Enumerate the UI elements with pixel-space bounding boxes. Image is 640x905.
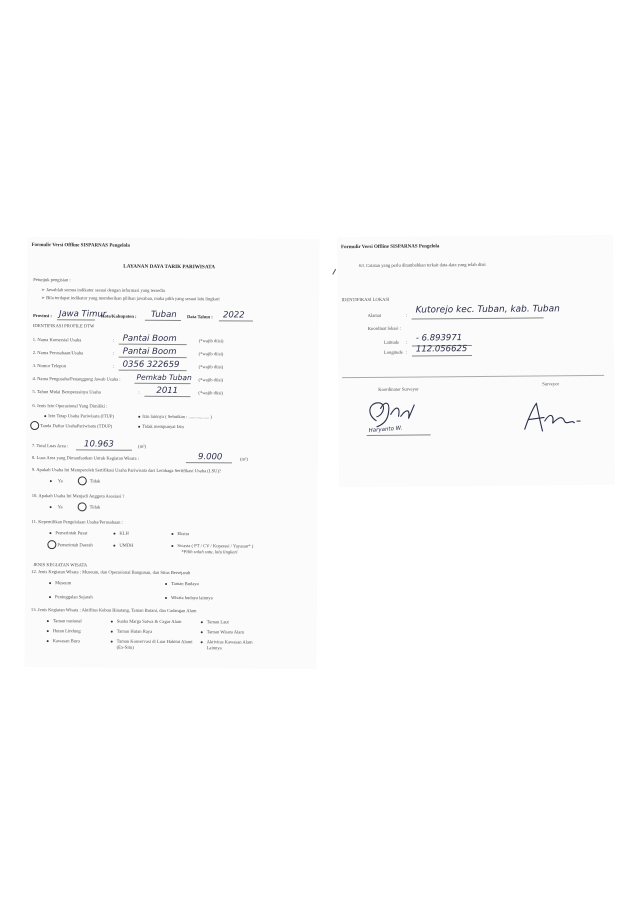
q12-opt-lainnya[interactable]: Wisata budaya lainnya (170, 594, 213, 601)
q6-opt-tdup[interactable]: Tanda Daftar UsahaPariwisata (TDUP) (40, 423, 113, 429)
catatan-note: 63. Catatan yang perlu ditambahkan terkait data-data yang telah diisi (359, 261, 486, 269)
q11-note: *Pilih salah satu, lalu lingkari (181, 549, 238, 555)
instruction-2-text: Bila terdapat indikator yang memberikan pilihan jawaban, maka pilih yang sesuai lalu lingkari (46, 295, 220, 302)
colon: : (112, 337, 115, 343)
provinsi-value[interactable]: Jawa Timur (58, 309, 107, 320)
q8-line (186, 462, 232, 463)
page-title: LAYANAN DAYA TARIK PARIWISATA (123, 263, 216, 271)
question-8: 8. Luas Area yang Dimanfaatkan Untuk Kegiatan Wisata : (31, 455, 139, 461)
bullet (47, 630, 49, 632)
q13-opt-2[interactable]: Suaka Marga Satwa & Cagar Alam (116, 618, 182, 625)
form-page-right (337, 235, 615, 487)
bullet (50, 480, 52, 482)
bullet (50, 506, 52, 508)
q7-unit: (m²) (138, 443, 147, 449)
bullet (47, 640, 49, 642)
field-1-label: 1. Nama Komersial Usaha (32, 337, 82, 343)
question-6: 6. Jenis Izin Operasional Yang Dimiliki : (32, 403, 108, 409)
bullet (171, 545, 173, 547)
q8-value[interactable]: 9.000 (197, 452, 223, 463)
bullet (165, 597, 167, 599)
bullet (49, 596, 51, 598)
instruction-2: ➢ Bila terdapat indikator yang memberikan pilihan jawaban, maka pilih yang sesuai lalu lingkari (41, 295, 220, 302)
field-2-value[interactable]: Pantai Boom (122, 346, 177, 358)
q13-opt-6[interactable]: Taman Wisata Alam (206, 629, 244, 635)
q9-tidak[interactable]: Tidak (89, 478, 101, 484)
kota-value[interactable]: Tuban (150, 309, 177, 321)
q6-opt-other[interactable]: Izin lainnya ( Sebutkan : .................. ) (142, 413, 212, 420)
q11-opt-pusat[interactable]: Pemerintah Pusat (55, 530, 88, 536)
field-3-label: 3. Nomor Telepon (32, 363, 67, 369)
q13-opt-9[interactable]: Aktivitas Kawasan Alam Lainnya (206, 639, 253, 651)
bullet (165, 583, 167, 585)
bullet (47, 620, 49, 622)
section-profile: IDENTIFIKASI PROFILE DTW (32, 323, 95, 329)
section-kegiatan: JENIS KEGIATAN WISATA (33, 562, 88, 568)
q6-opt-none[interactable]: Tidak mempunyai Izin (142, 423, 184, 430)
kota-label: Kota/Kabupaten : (100, 313, 137, 319)
q10-ya[interactable]: Ya (57, 504, 63, 510)
bullet (138, 416, 140, 418)
selected-circle (78, 502, 87, 511)
question-9: 9. Apakah Usaha Ini Memperoleh Sertifikasi Usaha Pariwisata dari Lembaga Sertifikasi Usaha (LSU)? (31, 467, 222, 474)
longitude-line (412, 355, 472, 357)
instruction-1-text: Jawablah semua indikator sesuai dengan informasi yang tersedia (46, 287, 165, 293)
bullet (113, 533, 115, 535)
bullet (201, 641, 203, 643)
longitude-label: Longitude (383, 349, 403, 355)
bullet (44, 415, 46, 417)
q11-opt-swasta[interactable]: Swasta ( PT / CV / Koperasi / Yayasan* ) (177, 543, 254, 549)
bullet (201, 631, 203, 633)
longitude-value[interactable]: 112.056625 (415, 344, 468, 355)
question-10: 10. Apakah Usaha Ini Menjadi Anggota Asosiasi ? (31, 493, 125, 499)
field-5-note: (*wajib diisi) (198, 390, 224, 396)
q9-ya[interactable]: Ya (57, 478, 63, 484)
koordinat-label: Koordinat lokasi : (367, 325, 401, 331)
q11-opt-ekstra[interactable]: Ekstra (177, 531, 190, 537)
data-tahun-line (219, 320, 253, 321)
q12-opt-museum[interactable]: Museum (55, 580, 72, 586)
bullet (49, 532, 51, 534)
latitude-value[interactable]: - 6.893971 (415, 333, 463, 344)
selected-circle (30, 421, 39, 430)
question-13: 13. Jenis Kegiatan Wisata : Aktifitas Kebun Binatang, Taman Botani, dan Cadangan Alam (30, 607, 197, 614)
alamat-line (412, 317, 544, 319)
question-7: 7. Total Luas Area : (32, 443, 69, 449)
form-page-left (25, 237, 320, 669)
field-2-note: (*wajib diisi) (198, 351, 224, 357)
koordinator-sign-line (367, 434, 431, 436)
colon: : (138, 389, 140, 395)
q6-opt-itup[interactable]: Izin Tetap Usaha Pariwisata (ITUP) (48, 413, 114, 419)
bullet (49, 582, 51, 584)
divider (342, 375, 604, 378)
q8-unit: (m²) (239, 456, 248, 462)
colon: : (112, 350, 114, 356)
latitude-label: Latitude (383, 339, 400, 345)
data-tahun-value[interactable]: 2022 (222, 310, 245, 321)
field-2-label: 2. Nama Perusahaan/Usaha (32, 350, 84, 356)
field-4-label: 4. Nama Pengusaha/Penanggung Jawab Usaha : (32, 376, 121, 382)
field-3-value[interactable]: 0356 322659 (122, 359, 180, 371)
surveyor-signature-icon (514, 397, 594, 438)
bullet (138, 426, 140, 428)
field-1-note: (*wajib diisi) (198, 338, 224, 344)
bullet (201, 621, 203, 623)
q7-value[interactable]: 10.963 (84, 439, 114, 450)
bullet (113, 545, 115, 547)
bullet (111, 621, 113, 623)
question-11: 11. Kepemilikan Pengelolaan Usaha/Perusahaan : (31, 519, 123, 525)
q13-opt-3[interactable]: Taman Laut (206, 619, 229, 625)
alamat-label: Alamat (367, 312, 382, 318)
page-header-right: Formulir Versi Offline SISPARNAS Pengelola (340, 244, 440, 251)
koordinator-name: Haryanto W. (368, 425, 403, 435)
colon: : (405, 312, 407, 318)
bullet (171, 533, 173, 535)
selected-circle (47, 540, 56, 549)
q12-opt-taman-budaya[interactable]: Taman Budaya (171, 580, 199, 587)
instructions-label: Petunjuk pengisian : (33, 277, 71, 283)
q12-opt-sejarah[interactable]: Peninggalan Sejarah (54, 594, 93, 600)
field-3-note: (*wajib diisi) (198, 364, 224, 370)
provinsi-label: Provinsi : (32, 313, 52, 319)
q11-opt-klh[interactable]: KLH (119, 530, 129, 536)
q10-tidak[interactable]: Tidak (89, 504, 101, 510)
page-header: Formulir Versi Offline SISPARNAS Pengelola (31, 243, 130, 249)
alamat-value[interactable]: Kutorejo kec. Tuban, kab. Tuban (415, 304, 560, 316)
q13-opt-5[interactable]: Taman Hutan Raya (116, 628, 153, 634)
section-lokasi: IDENTIFIKASI LOKASI (341, 296, 390, 303)
field-5-line (144, 396, 190, 397)
q13-opt-7[interactable]: Kawasan Buru (52, 638, 80, 644)
field-1-value[interactable]: Pantai Boom (122, 333, 177, 345)
q11-opt-daerah[interactable]: Pemerintah Daerah (57, 542, 93, 548)
field-4-value[interactable]: Pemkab Tuban (136, 372, 192, 383)
field-5-label: 5. Tahun Mulai Beroperasinya Usaha (32, 389, 101, 395)
q11-opt-umdh[interactable]: UMDH (119, 542, 134, 548)
koordinator-label: Koordinator Surveyor (378, 386, 419, 392)
q13-opt-4[interactable]: Hutan Lindung (52, 628, 81, 634)
field-5-value[interactable]: 2011 (156, 385, 179, 397)
q13-opt-1[interactable]: Taman nasional (52, 618, 82, 624)
field-4-line (134, 383, 190, 384)
field-4-note: (*wajib diisi) (198, 377, 224, 383)
bullet (111, 631, 113, 633)
colon: : (405, 349, 408, 355)
colon: : (405, 339, 408, 345)
q13-opt-8[interactable]: Taman Konservasi di Luar Habitat Alami (Ex-Situ) (116, 638, 193, 650)
question-12: 12. Jenis Kegiatan Wisata : Museum, dan Operasional Bangunan, dan Situs Bersejarah (31, 569, 191, 576)
data-tahun-label: Data Tahun : (186, 314, 213, 320)
instruction-1: ➢ Jawablah semua indikator sesuai dengan informasi yang tersedia (41, 287, 165, 293)
bullet (111, 641, 113, 643)
colon: : (112, 363, 114, 369)
surveyor-label: Surveyor (542, 381, 560, 387)
scan-mark (332, 269, 336, 275)
selected-circle (78, 476, 87, 485)
